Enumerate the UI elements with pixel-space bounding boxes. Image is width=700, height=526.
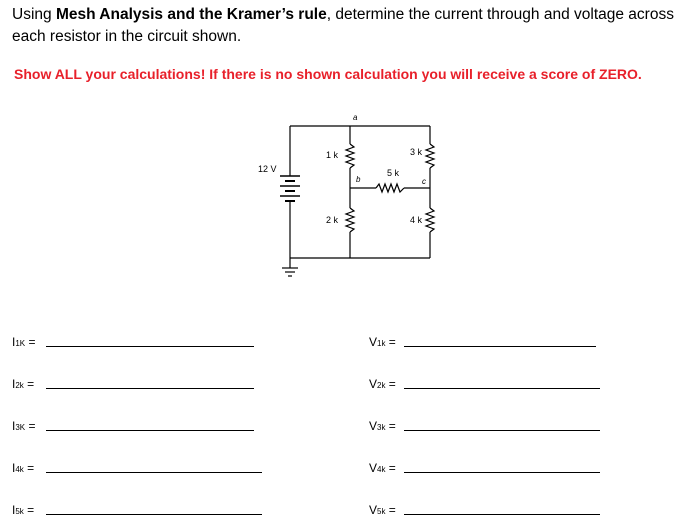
resistor-1k (346, 144, 354, 168)
problem-statement (12, 4, 696, 48)
current-4k-answer-line[interactable] (46, 472, 262, 473)
current-3k-label: I3K = (12, 419, 36, 433)
intro-text-2: , determine the current through and voltage across each resistor in the circuit shown. (12, 6, 674, 45)
voltage-5k-answer-line[interactable] (404, 514, 600, 515)
voltage-1k-answer-line[interactable] (404, 346, 596, 347)
node-a-label: a (353, 113, 358, 122)
intro-text-1: Using (12, 6, 56, 23)
r4-label: 4 k (410, 215, 423, 225)
voltage-3k-label: V3k = (369, 419, 396, 433)
current-5k-answer-line[interactable] (46, 514, 262, 515)
resistor-5k (376, 184, 404, 192)
circuit-diagram (250, 108, 470, 280)
current-1k-answer-line[interactable] (46, 346, 254, 347)
voltage-3k-answer-line[interactable] (404, 430, 600, 431)
current-2k-label: I2k = (12, 377, 35, 391)
voltage-5k-label: V5k = (369, 503, 396, 517)
intro-bold-text: Mesh Analysis and the Kramer’s rule (55, 6, 327, 23)
voltage-1k-label: V1k = (369, 335, 396, 349)
r3-label: 3 k (410, 147, 423, 157)
source-label: 12 V (258, 164, 277, 174)
voltage-2k-label: V2k = (369, 377, 396, 391)
current-2k-answer-line[interactable] (46, 388, 254, 389)
r1-label: 1 k (326, 150, 339, 160)
current-4k-label: I4k = (12, 461, 35, 475)
node-b-label: b (356, 175, 361, 184)
current-5k-label: I5k = (12, 503, 35, 517)
resistor-2k (346, 208, 354, 232)
voltage-2k-answer-line[interactable] (404, 388, 600, 389)
resistor-3k (426, 144, 434, 168)
warning-text: Show ALL your calculations! If there is no shown calculation you will receive a score of ZERO. (14, 66, 642, 82)
voltage-4k-answer-line[interactable] (404, 472, 600, 473)
r2-label: 2 k (326, 215, 339, 225)
node-c-label: c (422, 177, 426, 186)
current-3k-answer-line[interactable] (46, 430, 254, 431)
r5-label: 5 k (387, 168, 400, 178)
voltage-4k-label: V4k = (369, 461, 396, 475)
ground-icon (282, 268, 298, 276)
resistor-4k (426, 208, 434, 232)
battery-icon (280, 176, 300, 201)
current-1k-label: I1K = (12, 335, 36, 349)
